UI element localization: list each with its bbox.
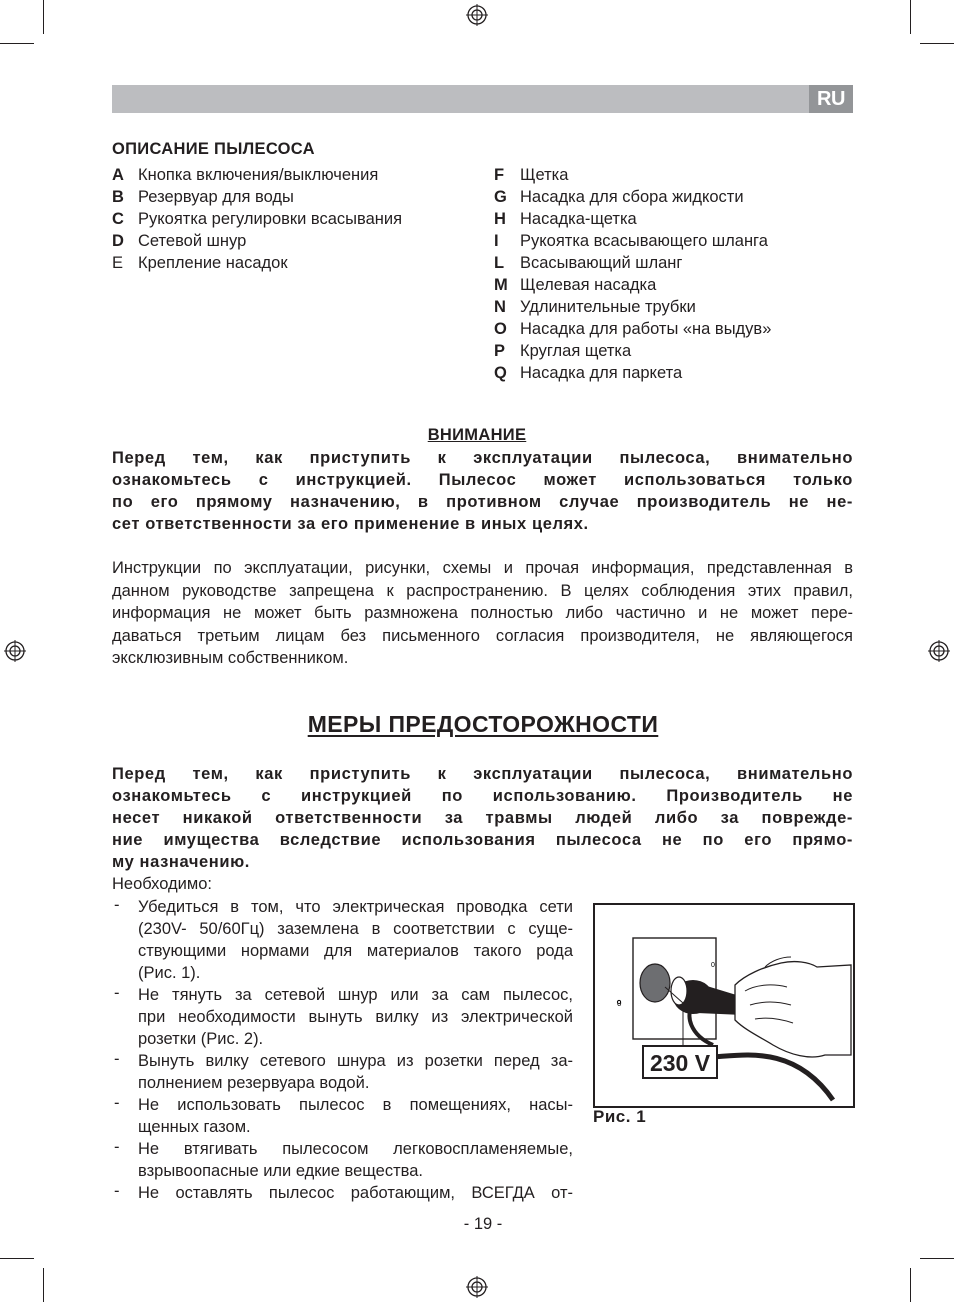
parts-list-left [112, 164, 402, 274]
part-letter: N [494, 298, 506, 316]
figure-1 [593, 903, 855, 1108]
part-label: Насадка для сбора жидкости [520, 188, 744, 206]
list-item [494, 318, 771, 340]
figure-caption: Рис. 1 [593, 1107, 647, 1126]
list-item: - Не втягивать пылесосом легковоспламеняемые, взрывоопасные или едкие вещества. [114, 1138, 573, 1180]
registration-mark-icon [4, 640, 26, 662]
part-letter: I [494, 232, 499, 250]
list-item [494, 208, 771, 230]
text-line: розетки (Рис. 2). [138, 1030, 264, 1048]
part-label: Рукоятка всасывающего шланга [520, 232, 768, 250]
part-letter: C [112, 210, 124, 228]
part-label: Насадка-щетка [520, 210, 637, 228]
copyright-paragraph [112, 557, 853, 670]
list-item [494, 340, 771, 362]
list-item [112, 230, 402, 252]
list-item [112, 208, 402, 230]
part-letter: B [112, 188, 124, 206]
text-line: (230V- 50/60Гц) заземлена в соответствии с суще- [138, 920, 573, 938]
section-title: ОПИСАНИЕ ПЫЛЕСОСА [112, 140, 315, 158]
part-letter: A [112, 166, 124, 184]
text-line: несет никакой ответственности за травмы людей либо за поврежде- [112, 809, 853, 827]
list-item: - Не использовать пылесос в помещениях, насы- щенных газом. [114, 1094, 573, 1136]
svg-text:0: 0 [617, 999, 622, 1008]
list-item [112, 164, 402, 186]
list-item [112, 252, 402, 274]
text-line: эксклюзивным собственником. [112, 649, 349, 667]
list-item: - Вынуть вилку сетевого шнура из розетки перед за- полнением резервуара водой. [114, 1050, 573, 1092]
list-item: - Не тянуть за сетевой шнур или за сам пылесос, при необходимости вынуть вилку из электрической розетки (Рис. 2). [114, 984, 573, 1048]
svg-text:0: 0 [711, 962, 715, 969]
part-letter: H [494, 210, 506, 228]
voltage-label: 230 V [649, 1050, 711, 1076]
precautions-title: МЕРЫ ПРЕДОСТОРОЖНОСТИ [307, 711, 659, 737]
crop-mark [920, 43, 954, 44]
text-line: полнением резервуара водой. [138, 1074, 370, 1092]
crop-mark [0, 43, 34, 44]
page-number: - 19 - [463, 1215, 503, 1233]
text-line: Не тянуть за сетевой шнур или за сам пылесос, [138, 986, 573, 1004]
socket-plug-illustration [595, 905, 853, 1106]
text-line: ознакомьтесь с инструкцией по использованию. Производитель не [112, 787, 853, 805]
part-letter: Q [494, 364, 507, 382]
list-item [494, 362, 771, 384]
part-label: Рукоятка регулировки всасывания [138, 210, 403, 228]
language-badge: RU [809, 85, 853, 113]
crop-mark [910, 1268, 911, 1302]
part-label: Щелевая насадка [520, 276, 657, 294]
part-letter: F [494, 166, 505, 184]
registration-mark-icon [466, 1276, 488, 1298]
text-line: Не втягивать пылесосом легковоспламеняемые, [138, 1140, 573, 1158]
part-letter: L [494, 254, 505, 272]
text-line: Перед тем, как приступить к эксплуатации пылесоса, внимательно [112, 449, 853, 467]
text-line: по его прямому назначению, в противном случае производитель не не- [112, 493, 853, 511]
part-label: Удлинительные трубки [520, 298, 696, 316]
part-letter: O [494, 320, 507, 338]
crop-mark [920, 1258, 954, 1259]
crop-mark [43, 0, 44, 34]
text-line: даваться третьим лицам без письменного согласия производителя, не являющегося [112, 626, 853, 645]
list-item [494, 186, 771, 208]
part-letter: G [494, 188, 507, 206]
text-line: информация не может быть размножена полностью либо частично и не может пере- [112, 604, 853, 622]
text-line: при необходимости вынуть вилку из электрической [138, 1008, 573, 1026]
part-label: Сетевой шнур [138, 232, 247, 250]
list-item [494, 164, 771, 186]
parts-list-right [494, 164, 771, 384]
text-line: ствующими нормами для материалов такого рода [138, 942, 573, 960]
part-label: Резервуар для воды [138, 188, 294, 206]
list-item: - Убедиться в том, что электрическая проводка сети (230V- 50/60Гц) заземлена в соответствии с суще- ствующими нормами для материалов такого рода (Рис. 1). [114, 896, 573, 982]
list-item [112, 186, 402, 208]
part-label: Насадка для работы «на выдув» [520, 320, 772, 338]
text-line: взрывоопасные или едкие вещества. [138, 1162, 423, 1180]
registration-mark-icon [928, 640, 950, 662]
precautions-intro [112, 763, 853, 873]
list-item [494, 230, 771, 252]
header-bar [112, 85, 853, 113]
part-label: Щетка [520, 166, 569, 184]
text-line: Не оставлять пылесос работающим, ВСЕГДА от- [138, 1184, 573, 1202]
text-line: Убедиться в том, что электрическая проводка сети [138, 898, 573, 916]
text-line: данном руководстве запрещена к распространению. В целях соблюдения этих правил, [112, 581, 853, 600]
part-label: Крепление насадок [138, 254, 288, 272]
text-line: (Рис. 1). [138, 964, 201, 982]
attention-title: ВНИМАНИЕ [427, 426, 527, 444]
text-line: Инструкции по эксплуатации, рисунки, схемы и прочая информация, представленная в [112, 559, 853, 577]
part-letter: M [494, 276, 508, 294]
text-line: ние имущества вследствие использования пылесоса не по его прямо- [112, 831, 853, 849]
list-item [494, 296, 771, 318]
text-line: щенных газом. [138, 1118, 251, 1136]
attention-paragraph [112, 447, 853, 535]
part-label: Насадка для паркета [520, 364, 683, 382]
part-letter: P [494, 342, 506, 360]
part-letter: D [112, 232, 124, 250]
text-line: сет ответственности за его применение в иных целях. [112, 515, 589, 533]
text-line: ознакомьтесь с инструкцией. Пылесос может использоваться только [112, 471, 853, 489]
list-item [494, 252, 771, 274]
precautions-list [112, 896, 573, 1204]
list-item: - Не оставлять пылесос работающим, ВСЕГДА от- [114, 1182, 573, 1202]
text-line: Вынуть вилку сетевого шнура из розетки перед за- [138, 1052, 573, 1070]
text-line: му назначению. [112, 853, 250, 871]
crop-mark [43, 1268, 44, 1302]
part-letter: E [112, 254, 124, 272]
text-line: Не использовать пылесос в помещениях, насы- [138, 1096, 573, 1114]
crop-mark [910, 0, 911, 34]
text-line: Перед тем, как приступить к эксплуатации пылесоса, внимательно [112, 765, 853, 783]
registration-mark-icon [466, 4, 488, 26]
part-label: Кнопка включения/выключения [138, 166, 379, 184]
list-item [494, 274, 771, 296]
part-label: Всасывающий шланг [520, 254, 683, 272]
part-label: Круглая щетка [520, 342, 632, 360]
needed-label: Необходимо: [112, 875, 212, 893]
crop-mark [0, 1258, 34, 1259]
